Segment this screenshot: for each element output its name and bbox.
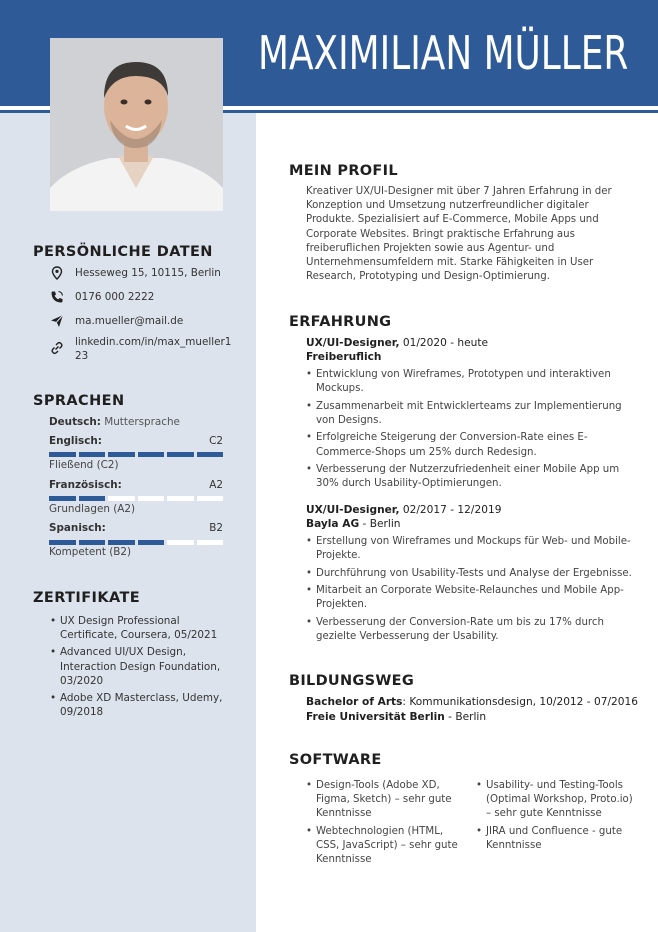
level-bar-segment [49, 452, 76, 457]
list-item: • UX Design Professional Certificate, Coursera, 05/2021 [50, 614, 240, 642]
level-bar-segment [108, 496, 135, 501]
language-desc-french: Grundlagen (A2) [49, 503, 136, 515]
native-language [49, 415, 180, 429]
software-list-left [306, 779, 466, 871]
level-bar-segment [197, 540, 224, 545]
phone-text: 0176 000 2222 [75, 291, 155, 303]
software-title: SOFTWARE [289, 752, 382, 768]
profile-photo [50, 38, 223, 211]
level-bar-segment [49, 496, 76, 501]
location-icon [50, 265, 64, 279]
level-bar-segment [79, 540, 106, 545]
send-icon [50, 313, 64, 327]
level-bar-segment [197, 452, 224, 457]
profile-title: MEIN PROFIL [289, 163, 398, 179]
language-name-spanish: Spanisch: [49, 522, 106, 534]
language-level-french: A2 [209, 479, 223, 491]
language-name-french: Französisch: [49, 479, 122, 491]
list-item: • JIRA und Confluence - gute Kenntnisse [476, 825, 636, 853]
linkedin-text-line1: linkedin.com/in/max_mueller1 [75, 336, 232, 348]
phone-icon [50, 289, 64, 303]
level-bar-segment [138, 452, 165, 457]
level-bar-segment [167, 496, 194, 501]
list-item: • Verbesserung der Conversion-Rate um bis zu 17% durch gezielte Verbesserung der Usability. [306, 616, 636, 644]
level-bar-segment [79, 496, 106, 501]
degree-name: Bachelor of Arts [306, 696, 403, 708]
certificates-list [50, 614, 240, 722]
list-item: • Adobe XD Masterclass, Udemy, 09/2018 [50, 691, 240, 719]
job-title-1 [306, 336, 488, 351]
list-item: • Mitarbeit an Corporate Website-Relaunches und Mobile App-Projekten. [306, 584, 636, 612]
link-icon [50, 340, 64, 354]
address-text: Hesseweg 15, 10115, Berlin [75, 267, 221, 279]
list-item: • Advanced UI/UX Design, Interaction Design Foundation, 03/2020 [50, 645, 240, 688]
level-bar-segment [79, 452, 106, 457]
job-bullets-2 [306, 535, 636, 648]
education-title: BILDUNGSWEG [289, 673, 415, 689]
education-degree [306, 695, 638, 710]
profile-text: Kreativer UX/UI-Designer mit über 7 Jahren Erfahrung in der Konzeption und Umsetzung nutzerfreundlicher digitaler Produkte. Spezialisiert auf E-Commerce, Mobile Apps und Corporate Websites. Bringt praktische Erfahrung aus freiberuflichen Projekten sowie aus Agentur- und Unternehmensumfeldern mit. Starke Fähigkeiten in User Research, Prototyping und Design-Optimierung. [306, 186, 612, 283]
job-company-1 [306, 350, 381, 365]
school-name: Freie Universität Berlin [306, 711, 445, 723]
job-company-2 [306, 517, 400, 532]
software-list-right [476, 779, 636, 857]
list-item: • Entwicklung von Wireframes, Prototypen und interaktiven Mockups. [306, 368, 636, 396]
language-bar-french [49, 496, 223, 501]
level-bar-segment [108, 452, 135, 457]
school-city: - Berlin [444, 711, 487, 723]
list-item: • Erstellung von Wireframes und Mockups für Web- und Mobile-Projekte. [306, 535, 636, 563]
level-bar-segment [138, 496, 165, 501]
job-location: - Berlin [359, 518, 401, 530]
list-item: • Webtechnologien (HTML, CSS, JavaScript) – sehr gute Kenntnisse [306, 825, 466, 868]
job-dates: 02/2017 - 12/2019 [399, 504, 502, 516]
language-level-spanish: B2 [209, 522, 223, 534]
job-dates: 01/2020 - heute [399, 337, 489, 349]
level-bar-segment [167, 452, 194, 457]
level-bar-segment [49, 540, 76, 545]
list-item: • Design-Tools (Adobe XD, Figma, Sketch) – sehr gute Kenntnisse [306, 779, 466, 822]
job-company: Freiberuflich [306, 351, 382, 363]
job-bullets-1 [306, 368, 636, 495]
language-level-english: C2 [209, 435, 223, 447]
native-language-name: Deutsch: [49, 416, 101, 428]
level-bar-segment [167, 540, 194, 545]
experience-title: ERFAHRUNG [289, 314, 392, 330]
language-bar-english [49, 452, 223, 457]
job-role: UX/UI-Designer, [306, 504, 400, 516]
job-title-2 [306, 503, 501, 518]
certificates-title: ZERTIFIKATE [33, 590, 141, 606]
language-name-english: Englisch: [49, 435, 102, 447]
linkedin-text-line2: 23 [75, 350, 89, 362]
languages-title: SPRACHEN [33, 393, 125, 409]
education-school [306, 710, 486, 725]
level-bar-segment [197, 496, 224, 501]
language-desc-spanish: Kompetent (B2) [49, 546, 132, 558]
language-bar-spanish [49, 540, 223, 545]
native-language-level: Muttersprache [104, 416, 180, 428]
list-item: • Zusammenarbeit mit Entwicklerteams zur Implementierung von Designs. [306, 400, 636, 428]
candidate-name: MAXIMILIAN MÜLLER [258, 26, 629, 80]
personal-data-title: PERSÖNLICHE DATEN [33, 244, 213, 260]
email-text: ma.mueller@mail.de [75, 315, 184, 327]
list-item: • Usability- und Testing-Tools (Optimal Workshop, Proto.io) – sehr gute Kenntnisse [476, 779, 636, 822]
list-item: • Verbesserung der Nutzerzufriedenheit einer Mobile App um 30% durch Usability-Optimierungen. [306, 463, 636, 491]
language-desc-english: Fließend (C2) [49, 459, 119, 471]
level-bar-segment [108, 540, 135, 545]
list-item: • Erfolgreiche Steigerung der Conversion-Rate eines E-Commerce-Shops um 25% durch Redesign. [306, 431, 636, 459]
job-role: UX/UI-Designer, [306, 337, 400, 349]
job-company: Bayla AG [306, 518, 360, 530]
degree-detail: : Kommunikationsdesign, 10/2012 - 07/2016 [402, 696, 638, 708]
level-bar-segment [138, 540, 165, 545]
list-item: • Durchführung von Usability-Tests und Analyse der Ergebnisse. [306, 567, 636, 581]
